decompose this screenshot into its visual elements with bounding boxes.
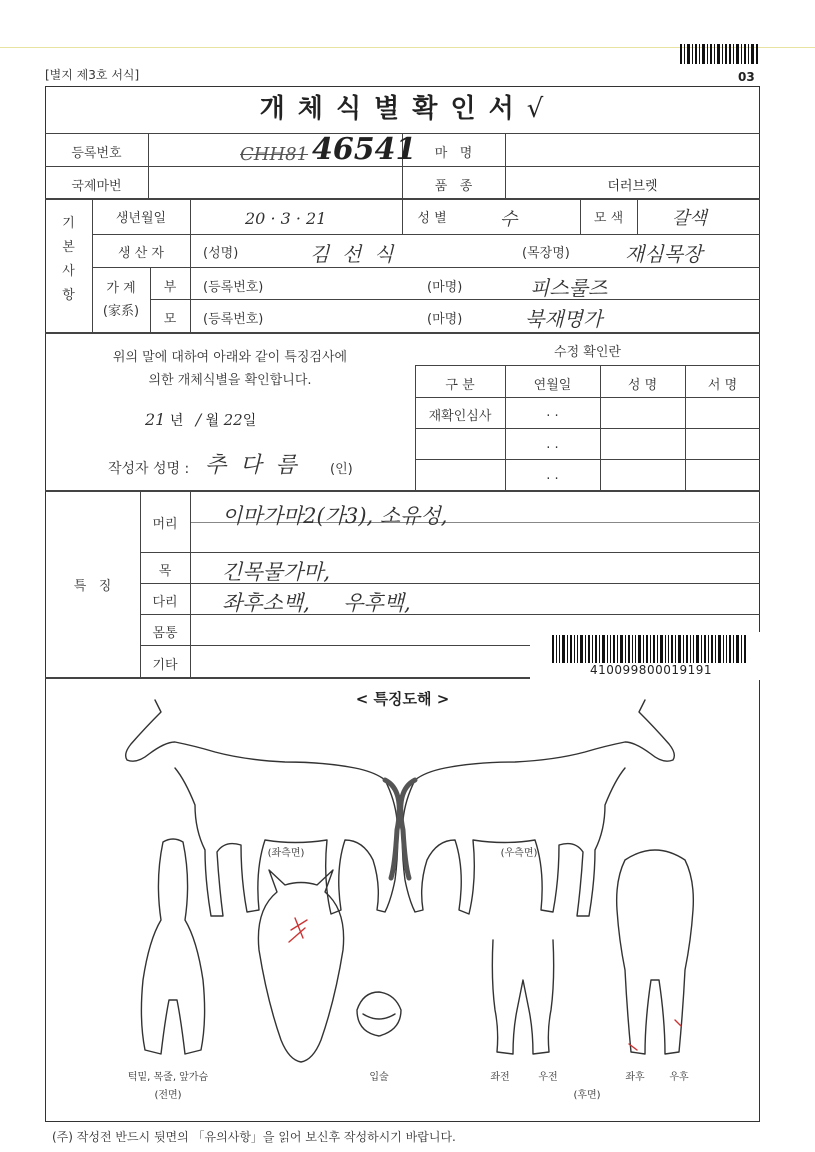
- date-day-label: 일: [242, 413, 257, 429]
- rule: [150, 299, 760, 300]
- front-chest-view: [141, 839, 204, 1054]
- label-front-left: 좌전: [490, 1072, 510, 1083]
- lips-view: [357, 992, 401, 1036]
- rule: [415, 459, 760, 460]
- author-label: 작성자 성명 :: [108, 461, 190, 477]
- head-front-view: [258, 870, 343, 1062]
- reg-no-struck: CHH81: [240, 144, 309, 165]
- intl-no-label: 국제마번: [71, 179, 122, 194]
- dam-label: 모: [163, 312, 177, 327]
- producer-label: 생 산 자: [118, 246, 164, 261]
- revision-row-date: . .: [546, 405, 559, 420]
- sex-label: 성 별: [417, 211, 447, 226]
- rule: [140, 552, 760, 553]
- rear-mark: [629, 1020, 681, 1050]
- title-text: 개 체 식 별 확 인 서: [259, 94, 516, 124]
- rule: [190, 267, 191, 332]
- revision-title: 수정 확인란: [554, 345, 621, 360]
- label-front-caption: 턱밑, 목줄, 앞가슴: [127, 1072, 209, 1083]
- feature-label-other: 기타: [152, 658, 178, 673]
- page-number: 03: [738, 70, 755, 84]
- reg-no-value: 46541: [312, 132, 417, 167]
- rule: [92, 234, 760, 235]
- dam-name-label: (마명): [427, 312, 463, 327]
- title-checkmark: √: [526, 94, 546, 124]
- date-month-label: 월: [205, 413, 220, 429]
- rule: [92, 267, 760, 268]
- confirm-date: [145, 410, 256, 430]
- front-legs-view: [492, 940, 553, 1054]
- sire-name-value: 피스룰즈: [530, 276, 608, 300]
- rule: [45, 490, 760, 492]
- sex-value: 수: [500, 209, 518, 230]
- sire-label: 부: [163, 280, 177, 295]
- revision-row-category: 재확인심사: [428, 409, 492, 424]
- rule: [45, 332, 760, 334]
- reg-no-label: 등록번호: [71, 146, 122, 161]
- label-lips: 입술: [369, 1072, 389, 1083]
- basic-label-char: 본: [62, 240, 75, 255]
- rule: [415, 365, 760, 366]
- revision-row-date: . .: [546, 468, 559, 483]
- rule: [415, 397, 760, 398]
- form-label: [별지 제3호 서식]: [45, 68, 140, 82]
- dam-name-value: 북재명가: [525, 307, 603, 331]
- left-side-horse: [126, 700, 398, 916]
- feature-label-head: 머리: [152, 517, 178, 532]
- horse-diagram: [45, 680, 760, 1120]
- date-month-hw: /: [195, 410, 202, 429]
- ranch-label: (목장명): [522, 246, 570, 261]
- ranch-value: 재심목장: [625, 242, 703, 266]
- right-side-horse: [402, 700, 674, 916]
- producer-name-value: 김 선 식: [310, 242, 394, 266]
- color-label: 모 색: [593, 211, 624, 226]
- statement-line1: 위의 말에 대하여 아래와 같이 특징검사에: [112, 350, 348, 365]
- dam-reg-label: (등록번호): [203, 312, 264, 327]
- basic-section-label: [45, 212, 92, 308]
- footer-note: (주) 작성전 반드시 뒷면의 「유의사항」을 읽어 보신후 작성하시기 바랍니다.: [52, 1130, 456, 1144]
- rule: [637, 198, 638, 234]
- author-signature: 추 다 름: [205, 453, 297, 478]
- label-left-side: (좌측면): [267, 848, 305, 859]
- sire-reg-label: (등록번호): [203, 280, 264, 295]
- breed-label: 품 종: [434, 179, 473, 194]
- form-title: [45, 88, 760, 125]
- rule: [190, 198, 191, 267]
- basic-label-char: 사: [62, 264, 75, 279]
- feature-value-legs: 좌후소백, 우후백,: [222, 591, 411, 615]
- birth-value: 20 · 3 · 21: [245, 209, 327, 228]
- feature-label-legs: 다리: [152, 595, 178, 610]
- feature-value-neck: 긴목물가마,: [222, 560, 331, 584]
- seal-label: (인): [330, 462, 353, 477]
- label-right-side: (우측면): [500, 848, 538, 859]
- diagram-title: < 특징도해 >: [355, 690, 450, 708]
- feature-label-neck: 목: [158, 564, 172, 579]
- breed-value: 더러브렛: [607, 179, 658, 194]
- rear-view: [617, 850, 694, 1054]
- feature-value-head: 이마가마2(가3), 소유성,: [222, 504, 448, 528]
- revision-header-name: 성 명: [627, 378, 658, 393]
- label-front-right: 우전: [538, 1072, 558, 1083]
- revision-header-date: 연월일: [533, 378, 572, 393]
- top-barcode: [680, 42, 760, 66]
- head-mark: [289, 918, 307, 942]
- rule: [148, 133, 149, 198]
- date-day-hw: 22: [223, 411, 243, 429]
- rule: [415, 428, 760, 429]
- basic-label-char: 항: [62, 288, 75, 303]
- name-label: 마 명: [434, 146, 473, 161]
- label-front: (전면): [154, 1090, 182, 1101]
- date-year-label: 년: [169, 413, 184, 429]
- label-rear-right: 우후: [669, 1072, 689, 1083]
- revision-row-date: . .: [546, 437, 559, 452]
- pedigree-label: 가 계: [106, 281, 136, 296]
- date-year-hw: 21: [145, 410, 166, 429]
- barcode-bars: [552, 635, 752, 665]
- sire-name-label: (마명): [427, 280, 463, 295]
- barcode-sticker: [530, 632, 760, 680]
- statement-line2: 의한 개체식별을 확인합니다.: [148, 373, 312, 388]
- features-section-label: 특 징: [73, 579, 112, 594]
- color-value: 갈색: [672, 208, 707, 229]
- pedigree-hanja: (家系): [102, 304, 140, 319]
- barcode-number: 410099800019191: [590, 663, 713, 677]
- revision-header-sign: 서 명: [707, 378, 738, 393]
- producer-name-label: (성명): [203, 246, 239, 261]
- basic-label-char: 기: [62, 216, 75, 231]
- revision-header-category: 구 분: [445, 378, 475, 393]
- label-rear: (후면): [573, 1090, 601, 1101]
- birth-label: 생년월일: [115, 211, 167, 226]
- label-rear-left: 좌후: [625, 1072, 645, 1083]
- feature-label-body: 몸통: [152, 626, 178, 641]
- rule: [190, 490, 191, 677]
